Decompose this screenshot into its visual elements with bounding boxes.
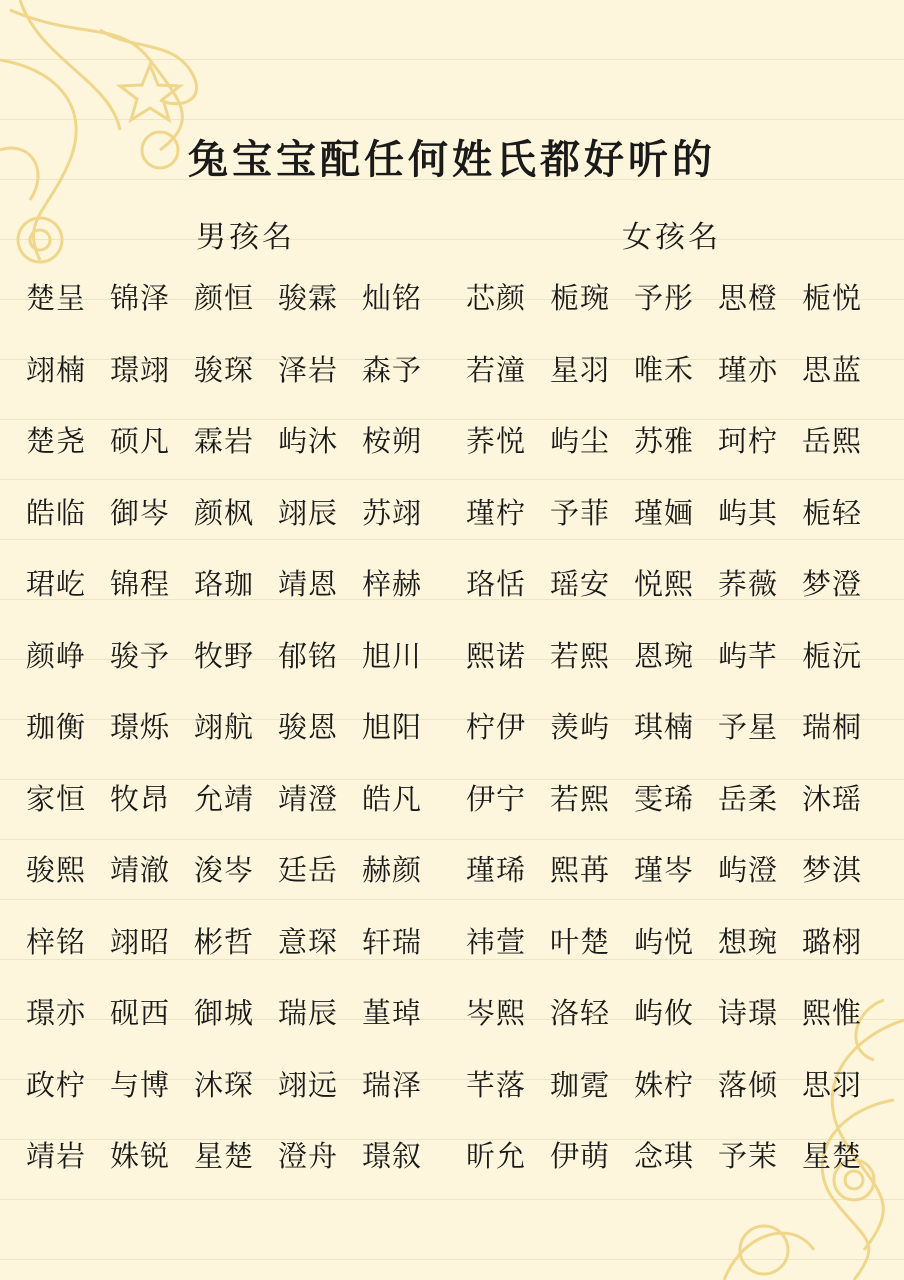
girl-name: 岳熙	[802, 424, 863, 458]
boy-name: 瑞泽	[362, 1067, 423, 1102]
girl-name: 珈霓	[550, 1067, 611, 1102]
boys-heading: 男孩名	[196, 220, 295, 255]
girl-name: 瑾琋	[466, 853, 527, 887]
girl-name: 予菲	[550, 495, 611, 530]
girl-name: 唯禾	[634, 352, 695, 387]
girl-name: 屿攸	[634, 996, 695, 1030]
boy-name: 牧昂	[110, 781, 171, 816]
girl-name: 想琬	[718, 924, 779, 959]
boy-name: 楚尧	[26, 424, 87, 458]
girl-name: 若熙	[550, 638, 611, 673]
girl-name: 珞恬	[466, 567, 527, 601]
boy-name: 御岑	[110, 495, 171, 530]
girl-name: 念琪	[634, 1139, 695, 1173]
boy-name: 泽岩	[278, 352, 339, 387]
girl-name: 祎萱	[466, 924, 527, 959]
girl-name: 梦澄	[802, 567, 863, 601]
boy-name: 颜枫	[194, 495, 255, 530]
boy-name: 楚呈	[26, 281, 87, 315]
boy-name: 廷岳	[278, 853, 339, 887]
girl-name: 雯琋	[634, 781, 695, 816]
girls-name-grid	[466, 276, 886, 1206]
boy-name: 靖澄	[278, 781, 339, 816]
girl-name: 诗璟	[718, 996, 779, 1030]
boy-name: 珞珈	[194, 567, 255, 601]
girl-name: 屿芊	[718, 638, 779, 673]
girl-name: 昕允	[466, 1139, 527, 1173]
girls-heading: 女孩名	[622, 220, 721, 255]
boy-name: 牧野	[194, 638, 255, 673]
boy-name: 星楚	[194, 1139, 255, 1173]
girl-name: 屿澄	[718, 853, 779, 887]
girl-name: 荞悦	[466, 424, 527, 458]
boy-name: 旭川	[362, 638, 423, 673]
boy-name: 屿沐	[278, 424, 339, 458]
girl-name: 熙惟	[802, 996, 863, 1030]
girl-name: 熙苒	[550, 853, 611, 887]
girl-name: 熙诺	[466, 638, 527, 673]
girl-name: 若熙	[550, 781, 611, 816]
boy-name: 轩瑞	[362, 924, 423, 959]
girl-name: 琪楠	[634, 710, 695, 744]
boy-name: 灿铭	[362, 281, 423, 315]
star-icon	[120, 65, 180, 120]
boy-name: 璟亦	[26, 996, 87, 1030]
girl-name: 栀轻	[802, 495, 863, 530]
girl-name: 屿尘	[550, 424, 611, 458]
girl-name: 屿其	[718, 495, 779, 530]
page-title: 兔宝宝配任何姓氏都好听的	[188, 136, 716, 183]
boy-name: 郁铭	[278, 638, 339, 673]
girl-name: 予茉	[718, 1139, 779, 1173]
girl-name: 叶楚	[550, 924, 611, 959]
boy-name: 骏霖	[278, 281, 339, 315]
boy-name: 与博	[110, 1067, 171, 1102]
boy-name: 堇琸	[362, 996, 423, 1030]
boy-name: 颜峥	[26, 638, 87, 673]
boy-name: 骏琛	[194, 352, 255, 387]
boy-name: 姝锐	[110, 1139, 171, 1173]
boy-name: 颜恒	[194, 281, 255, 315]
boy-name: 澄舟	[278, 1139, 339, 1173]
girl-name: 芊落	[466, 1067, 527, 1102]
girl-name: 思羽	[802, 1067, 863, 1102]
girl-name: 思橙	[718, 281, 779, 315]
girl-name: 若潼	[466, 352, 527, 387]
boy-name: 旭阳	[362, 710, 423, 744]
girl-name: 柠伊	[466, 710, 527, 744]
girl-name: 羡屿	[550, 710, 611, 744]
boy-name: 苏翊	[362, 495, 423, 530]
boy-name: 骏予	[110, 638, 171, 673]
boy-name: 家恒	[26, 781, 87, 816]
boy-name: 珈衡	[26, 710, 87, 744]
boy-name: 翊航	[194, 710, 255, 744]
girl-name: 瑞桐	[802, 710, 863, 744]
boy-name: 意琛	[278, 924, 339, 959]
boy-name: 允靖	[194, 781, 255, 816]
boys-name-grid	[26, 276, 446, 1206]
girl-name: 悦熙	[634, 567, 695, 601]
boy-name: 彬哲	[194, 924, 255, 959]
girl-name: 栀琬	[550, 281, 611, 315]
boy-name: 靖澈	[110, 853, 171, 887]
boy-name: 桉朔	[362, 424, 423, 458]
boy-name: 锦泽	[110, 281, 171, 315]
boy-name: 锦程	[110, 567, 171, 601]
boy-name: 赫颜	[362, 853, 423, 887]
boy-name: 浚岑	[194, 853, 255, 887]
boy-name: 靖恩	[278, 567, 339, 601]
girl-name: 荞薇	[718, 567, 779, 601]
boy-name: 沐琛	[194, 1067, 255, 1102]
girl-name: 岑熙	[466, 996, 527, 1030]
girl-name: 星羽	[550, 352, 611, 387]
girl-name: 沐瑶	[802, 781, 863, 816]
boy-name: 珺屹	[26, 567, 87, 601]
boy-name: 森予	[362, 352, 423, 387]
boy-name: 璟叙	[362, 1139, 423, 1173]
boy-name: 璟翊	[110, 352, 171, 387]
boy-name: 硕凡	[110, 424, 171, 458]
boy-name: 梓赫	[362, 567, 423, 601]
girl-name: 屿悦	[634, 924, 695, 959]
girl-name: 苏雅	[634, 424, 695, 458]
boy-name: 骏恩	[278, 710, 339, 744]
boy-name: 翊辰	[278, 495, 339, 530]
girl-name: 姝柠	[634, 1067, 695, 1102]
boy-name: 翊楠	[26, 352, 87, 387]
girl-name: 思蓝	[802, 352, 863, 387]
girl-name: 伊萌	[550, 1139, 611, 1173]
boy-name: 骏熙	[26, 853, 87, 887]
girl-name: 星楚	[802, 1139, 863, 1173]
boy-name: 靖岩	[26, 1139, 87, 1173]
boy-name: 御城	[194, 996, 255, 1030]
girl-name: 洛轻	[550, 996, 611, 1030]
girl-name: 璐栩	[802, 924, 863, 959]
boy-name: 翊昭	[110, 924, 171, 959]
girl-name: 恩琬	[634, 638, 695, 673]
girl-name: 梦淇	[802, 853, 863, 887]
girl-name: 瑾亦	[718, 352, 779, 387]
boy-name: 霖岩	[194, 424, 255, 458]
girl-name: 落倾	[718, 1067, 779, 1102]
boy-name: 翊远	[278, 1067, 339, 1102]
girl-name: 芯颜	[466, 281, 527, 315]
girl-name: 瑾婳	[634, 495, 695, 530]
boy-name: 政柠	[26, 1067, 87, 1102]
girl-name: 珂柠	[718, 424, 779, 458]
boy-name: 皓临	[26, 495, 87, 530]
boy-name: 皓凡	[362, 781, 423, 816]
girl-name: 岳柔	[718, 781, 779, 816]
boy-name: 瑞辰	[278, 996, 339, 1030]
girl-name: 瑶安	[550, 567, 611, 601]
girl-name: 栀沅	[802, 638, 863, 673]
boy-name: 梓铭	[26, 924, 87, 959]
girl-name: 栀悦	[802, 281, 863, 315]
boy-name: 砚西	[110, 996, 171, 1030]
girl-name: 伊宁	[466, 781, 527, 816]
girl-name: 予彤	[634, 281, 695, 315]
girl-name: 予星	[718, 710, 779, 744]
girl-name: 瑾柠	[466, 495, 527, 530]
boy-name: 璟烁	[110, 710, 171, 744]
girl-name: 瑾岑	[634, 853, 695, 887]
